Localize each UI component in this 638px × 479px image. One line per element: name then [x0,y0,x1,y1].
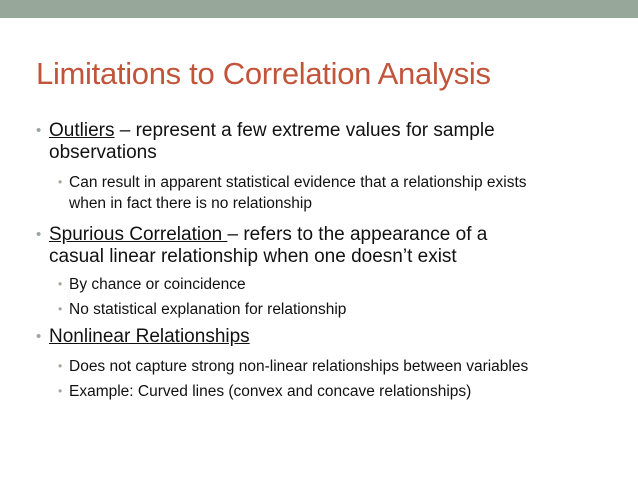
bullet-spurious-desc-line1: – refers to the appearance of a [227,224,488,245]
bullet-icon: • [36,226,42,243]
sub-bullet-no-explanation [58,299,618,320]
sub-bullet-text: Example: Curved lines (convex and concave relationships) [69,383,472,400]
bullet-icon: • [36,328,42,345]
term-spurious-correlation: Spurious Correlation [49,224,228,245]
sub-bullet-curved-lines [58,381,618,402]
bullet-spurious-correlation [36,224,616,268]
bullet-spurious-desc-line2: casual linear relationship when one doesn’t exist [49,246,457,267]
sub-bullet-line1: Can result in apparent statistical evidence that a relationship exists [69,174,527,191]
bullet-outliers-desc-line2: observations [49,142,157,163]
term-outliers: Outliers [49,120,115,141]
sub-bullet-outliers-evidence [58,172,618,214]
sub-bullet-icon: • [58,302,63,316]
sub-bullet-icon: • [58,384,63,398]
sub-bullet-text: No statistical explanation for relationship [69,301,347,318]
sub-bullet-text: By chance or coincidence [69,276,246,293]
sub-bullet-text [69,172,618,214]
sub-bullet-line2: when in fact there is no relationship [69,195,312,212]
term-nonlinear-relationships: Nonlinear Relationships [49,326,250,347]
sub-bullet-icon: • [58,175,63,189]
top-accent-bar [0,0,638,18]
bullet-text [49,120,616,164]
bullet-text [49,224,616,268]
sub-bullet-icon: • [58,359,63,373]
sub-bullet-text: Does not capture strong non-linear relationships between variables [69,358,529,375]
sub-bullet-icon: • [58,277,63,291]
bullet-icon: • [36,122,42,139]
bullet-outliers-desc-line1: – represent a few extreme values for sample [114,120,495,141]
bullet-outliers [36,120,616,164]
bullet-text [49,326,616,348]
sub-bullet-nonlinear-capture [58,356,618,377]
bullet-nonlinear-relationships [36,326,616,348]
slide-title: Limitations to Correlation Analysis [36,56,491,91]
sub-bullet-chance [58,274,618,295]
